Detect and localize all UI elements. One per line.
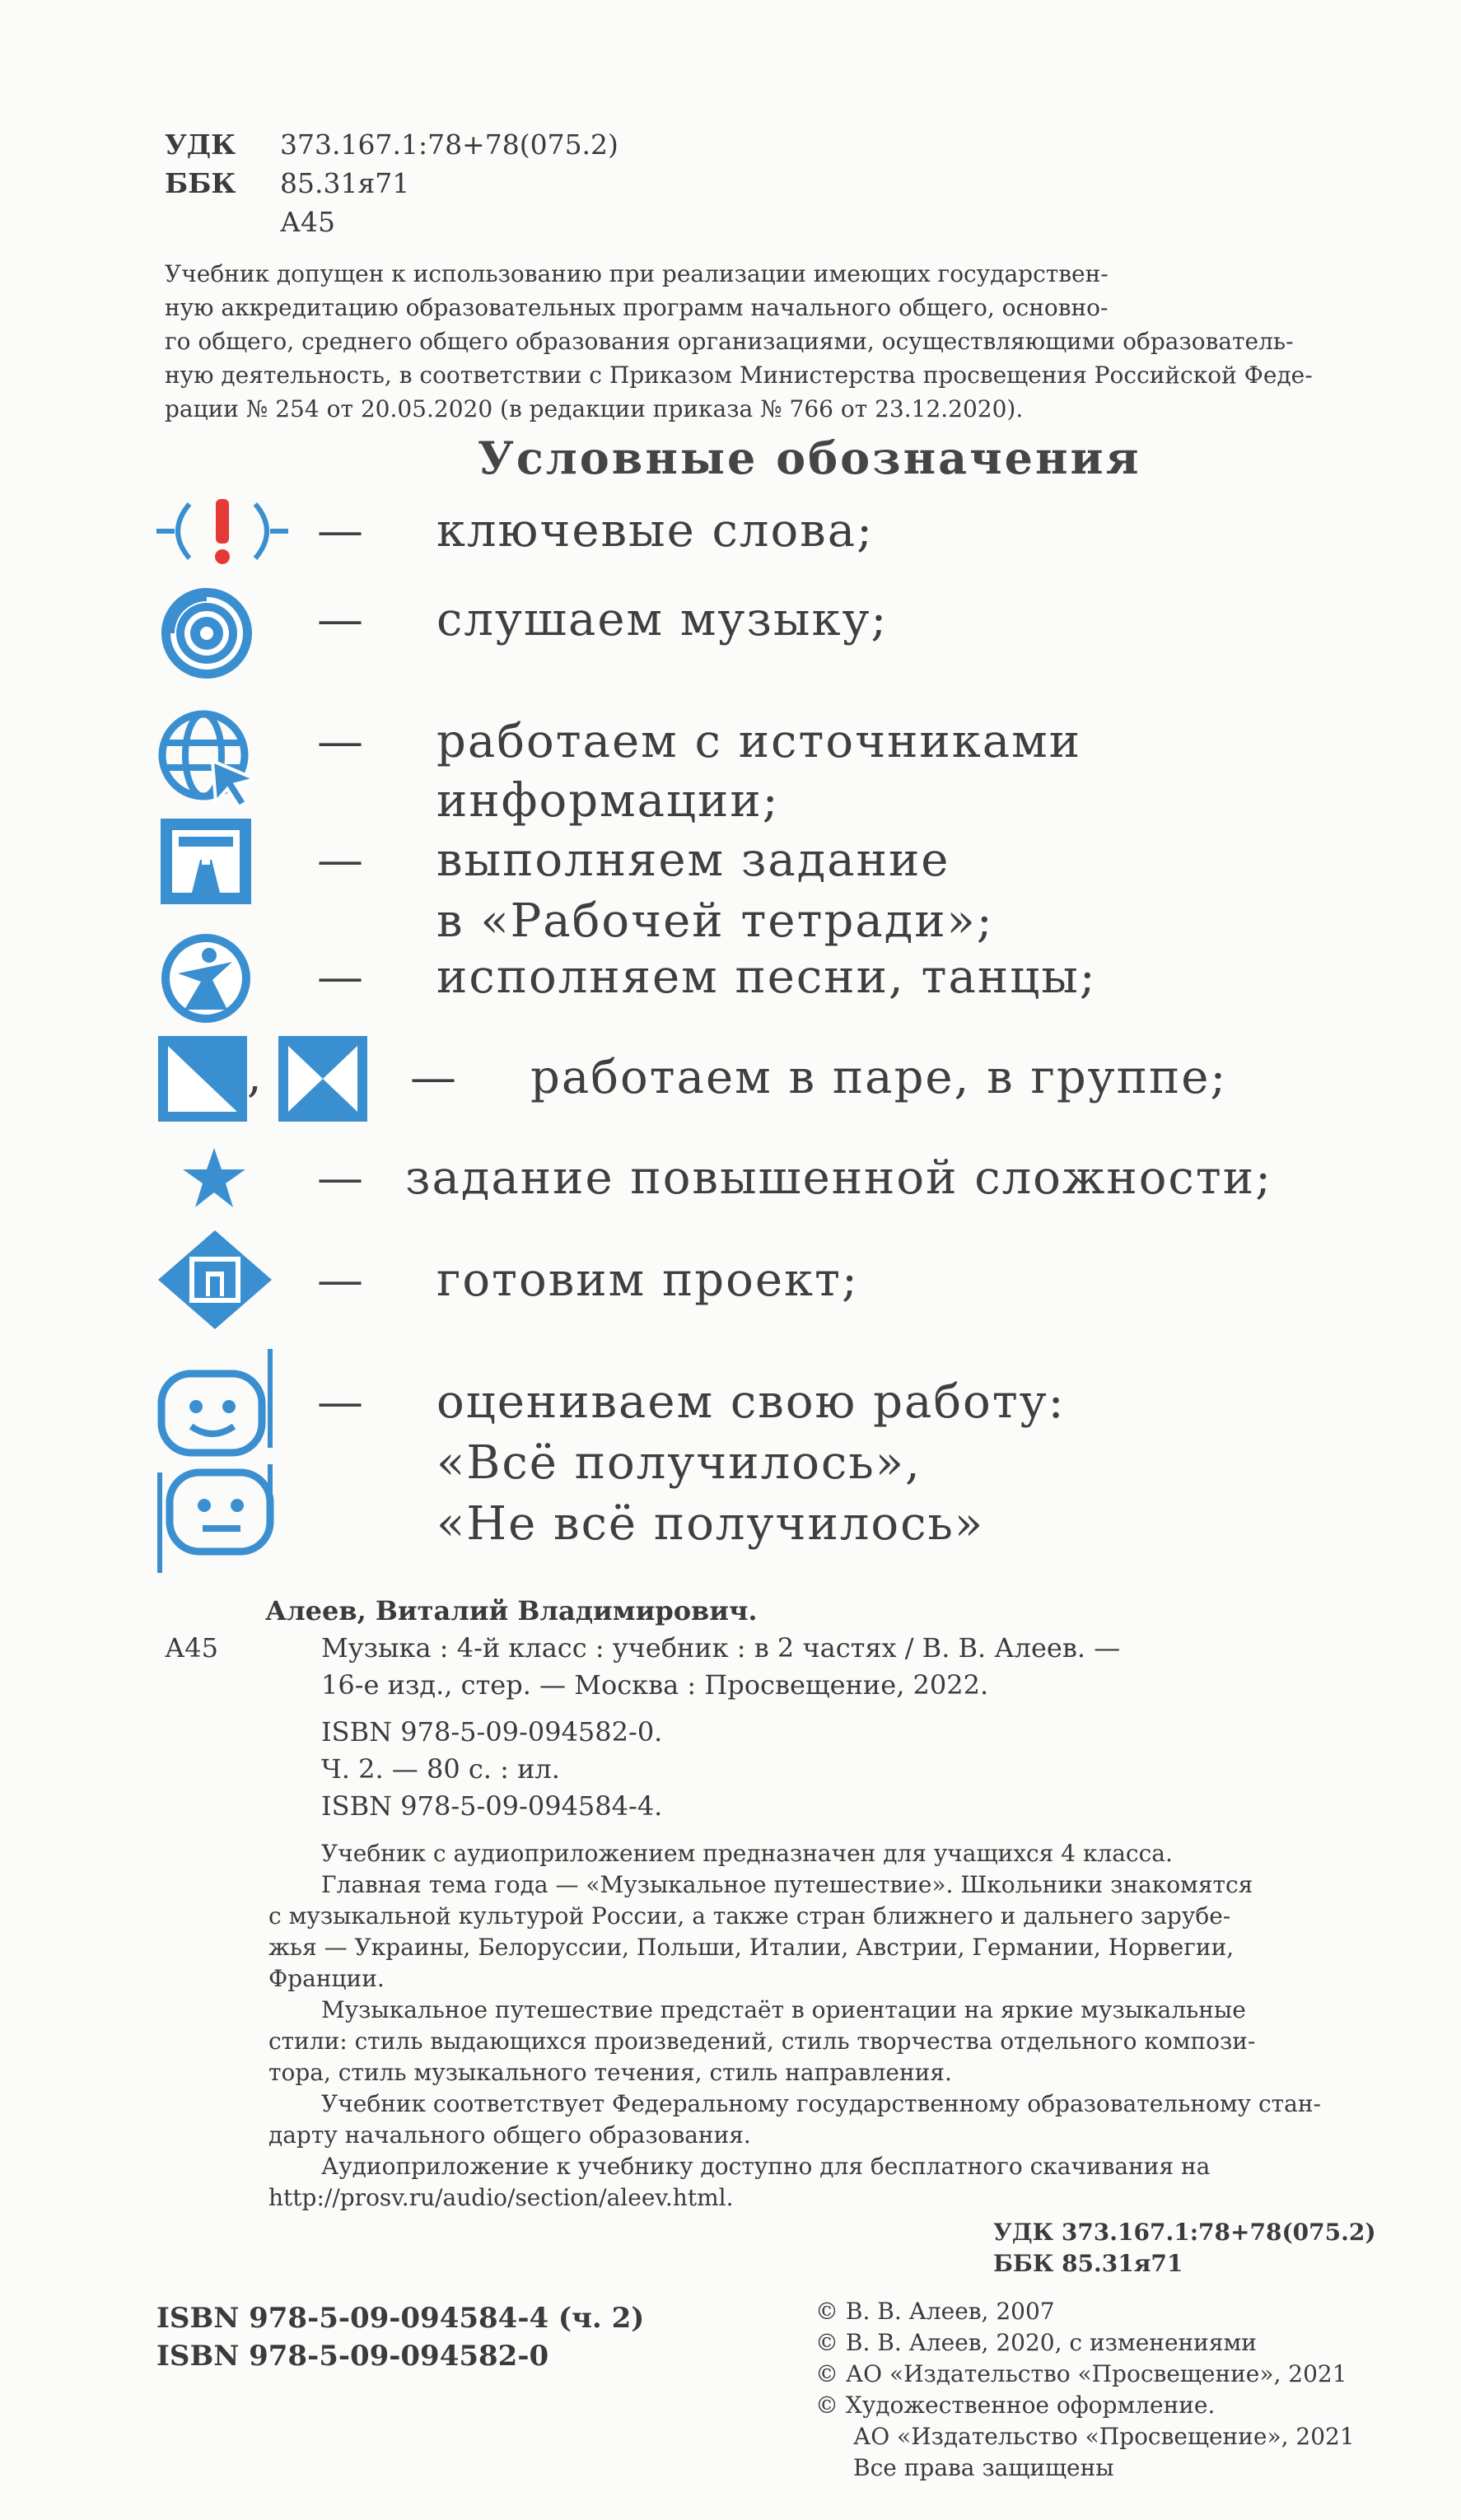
udk-value: 373.167.1:78+78(075.2) (280, 128, 618, 161)
legend-text-pair-group: работаем в паре, в группе; (530, 1051, 1228, 1104)
self-assessment-icon (155, 1341, 278, 1573)
footer-isbn-part: ISBN 978-5-09-094584-4 (ч. 2) (156, 2302, 645, 2335)
bib-edition-line: 16-е изд., стер. — Москва : Просвещение, 2022. (321, 1669, 989, 1701)
footer-bbk: ББК 85.31я71 (993, 2250, 1183, 2277)
group-icon (278, 1036, 367, 1122)
approval-line: ную аккредитацию образовательных программ начального общего, основно- (165, 294, 1109, 321)
approval-statement (165, 257, 1408, 426)
legend-dash: — (317, 1375, 363, 1429)
key-words-icon (156, 494, 288, 568)
copyright-line: © АО «Издательство «Просвещение», 2021 (815, 2360, 1347, 2387)
copyright-line: © Художественное оформление. (815, 2392, 1216, 2419)
bib-author: Алеев, Виталий Владимирович. (265, 1595, 758, 1626)
annotation-line: жья — Украины, Белоруссии, Польши, Италии, Австрии, Германии, Норвегии, (268, 1934, 1235, 1961)
annotation-line: дарту начального общего образования. (268, 2121, 751, 2149)
copyright-line: АО «Издательство «Просвещение», 2021 (853, 2423, 1355, 2450)
legend-dash: — (317, 715, 363, 768)
annotation-line: Главная тема года — «Музыкальное путешествие». Школьники знакомятся (321, 1871, 1253, 1898)
footer-isbn-total: ISBN 978-5-09-094582-0 (156, 2340, 549, 2373)
legend-text-workbook: выполняем задание (436, 833, 950, 887)
sources-globe-icon (158, 710, 257, 809)
annotation-line: Франции. (268, 1965, 385, 1992)
approval-line: ную деятельность, в соответствии с Приказом Министерства просвещения Российской Феде- (165, 362, 1313, 389)
listen-music-icon (158, 585, 255, 682)
star-icon (183, 1148, 245, 1207)
workbook-icon (161, 819, 251, 904)
legend-dash: — (317, 1253, 363, 1307)
legend-text-project: готовим проект; (436, 1253, 859, 1307)
author-mark: А45 (280, 206, 335, 238)
annotation-line: http://prosv.ru/audio/section/aleev.html. (268, 2184, 734, 2211)
copyright-line: © В. В. Алеев, 2020, с изменениями (815, 2329, 1257, 2356)
pair-group-separator: , (247, 1049, 264, 1103)
udk-line (165, 125, 618, 165)
bib-title-line: Музыка : 4-й класс : учебник : в 2 частях / В. В. Алеев. — (321, 1632, 1121, 1664)
legend-dash: — (410, 1051, 456, 1104)
legend-text-assessment-good: «Всё получилось», (436, 1436, 922, 1490)
annotation-line: Учебник с аудиоприложением предназначен для учащихся 4 класса. (321, 1840, 1173, 1867)
legend-dash: — (317, 833, 363, 887)
legend-text-assessment-bad: «Не всё получилось» (436, 1497, 985, 1551)
legend-text-workbook-cont: в «Рабочей тетради»; (436, 894, 994, 948)
legend-dash: — (317, 593, 363, 646)
annotation-line: с музыкальной культурой России, а также стран ближнего и дальнего зарубе- (268, 1902, 1231, 1930)
legend-text-sources: работаем с источниками (436, 715, 1082, 768)
bib-isbn-total: ISBN 978-5-09-094582-0. (321, 1716, 663, 1748)
legend-dash: — (317, 504, 363, 558)
approval-line: Учебник допущен к использованию при реализации имеющих государствен- (165, 260, 1109, 287)
dance-icon (158, 931, 254, 1026)
project-icon (156, 1229, 273, 1331)
bbk-line (165, 164, 409, 203)
legend-text-key-words: ключевые слова; (436, 504, 874, 558)
copyright-line: © В. В. Алеев, 2007 (815, 2298, 1055, 2325)
annotation-line: стили: стиль выдающихся произведений, стиль творчества отдельного компози- (268, 2028, 1256, 2055)
annotation-line: Учебник соответствует Федеральному государственному образовательному стан- (321, 2090, 1321, 2117)
bbk-value: 85.31я71 (280, 167, 410, 199)
annotation-line: Аудиоприложение к учебнику доступно для бесплатного скачивания на (321, 2153, 1211, 2180)
udk-label: УДК (165, 128, 236, 161)
legend-dash: — (317, 950, 363, 1004)
copyright-line: Все права защищены (853, 2454, 1114, 2481)
annotation-line: тора, стиль музыкального течения, стиль направления. (268, 2059, 952, 2086)
bbk-label: ББК (165, 167, 236, 199)
pair-icon (158, 1036, 247, 1122)
bib-part: Ч. 2. — 80 с. : ил. (321, 1753, 560, 1785)
approval-line: рации № 254 от 20.05.2020 (в редакции приказа № 766 от 23.12.2020). (165, 395, 1024, 422)
footer-udk: УДК 373.167.1:78+78(075.2) (993, 2219, 1376, 2246)
annotation-line: Музыкальное путешествие предстаёт в ориентации на яркие музыкальные (321, 1996, 1246, 2023)
bib-isbn-part: ISBN 978-5-09-094584-4. (321, 1790, 663, 1822)
legend-text-sources-cont: информации; (436, 774, 780, 828)
approval-line: го общего, среднего общего образования организациями, осуществляющими образователь- (165, 328, 1294, 355)
bib-mark: А45 (165, 1632, 218, 1664)
legend-dash: — (317, 1151, 363, 1205)
legend-text-listen: слушаем музыку; (436, 593, 889, 646)
legend-text-star: задание повышенной сложности; (405, 1151, 1272, 1205)
legend-text-assessment: оцениваем свою работу: (436, 1375, 1066, 1429)
legend-text-dance: исполняем песни, танцы; (436, 950, 1097, 1004)
legend-title: Условные обозначения (478, 432, 1141, 484)
